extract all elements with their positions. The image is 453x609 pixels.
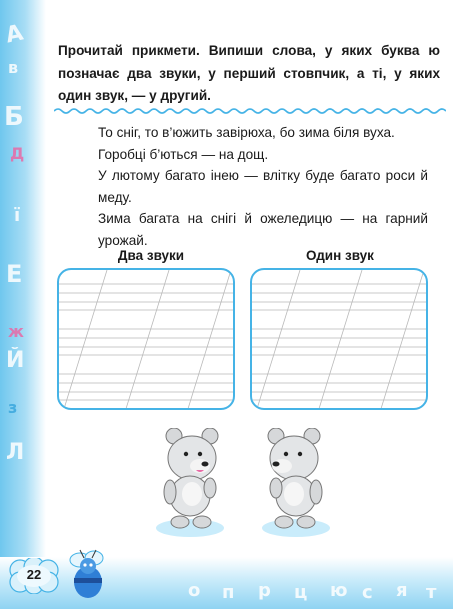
deco-letter: А — [3, 20, 26, 49]
deco-letter: р — [258, 580, 271, 601]
ruled-lines — [59, 270, 235, 410]
left-decorative-border — [0, 0, 46, 609]
deco-letter: Е — [6, 260, 23, 288]
page-number: 22 — [26, 567, 42, 582]
saying-line: Горобці б’ються — на дощ. — [98, 146, 269, 162]
deco-letter: я — [396, 580, 408, 601]
right-column-title: Один звук — [306, 248, 374, 263]
bear-left-illustration — [150, 428, 232, 540]
deco-letter: в — [8, 58, 19, 77]
deco-letter: Б — [4, 102, 24, 132]
deco-letter: ж — [8, 322, 24, 341]
deco-letter: ї — [14, 205, 21, 226]
deco-letter: Й — [6, 348, 25, 373]
deco-letter: ю — [330, 580, 348, 601]
saying-line: То сніг, то в’южить завірюха, бо зима біля вуха. — [98, 125, 395, 140]
sayings-text — [98, 122, 428, 251]
deco-letter: Л — [6, 440, 25, 465]
deco-letter: з — [8, 398, 18, 417]
saying-line: У лютому багато інею — влітку буде багато роси й меду. — [98, 168, 428, 205]
two-sounds-answer-box[interactable] — [57, 268, 235, 410]
deco-letter: с — [362, 582, 373, 603]
wavy-divider — [54, 107, 446, 115]
deco-letter: п — [222, 582, 235, 603]
deco-letter: т — [426, 582, 437, 603]
bear-right-illustration — [256, 428, 338, 540]
deco-letter: Д — [10, 144, 25, 163]
one-sound-answer-box[interactable] — [250, 268, 428, 410]
saying-line: Зима багата на снігі й ожеледицю — на гарний урожай. — [98, 211, 428, 248]
ruled-lines — [252, 270, 428, 410]
deco-letter: о — [188, 580, 201, 601]
task-instruction: Прочитай прикмети. Випиши слова, у яких буква ю позначає два звуки, у перший стовпчик, а ті, у яких один звук, — у другий. — [58, 43, 440, 103]
bee-icon — [58, 548, 118, 602]
left-column-title: Два звуки — [117, 248, 185, 263]
deco-letter: ц — [294, 582, 308, 603]
